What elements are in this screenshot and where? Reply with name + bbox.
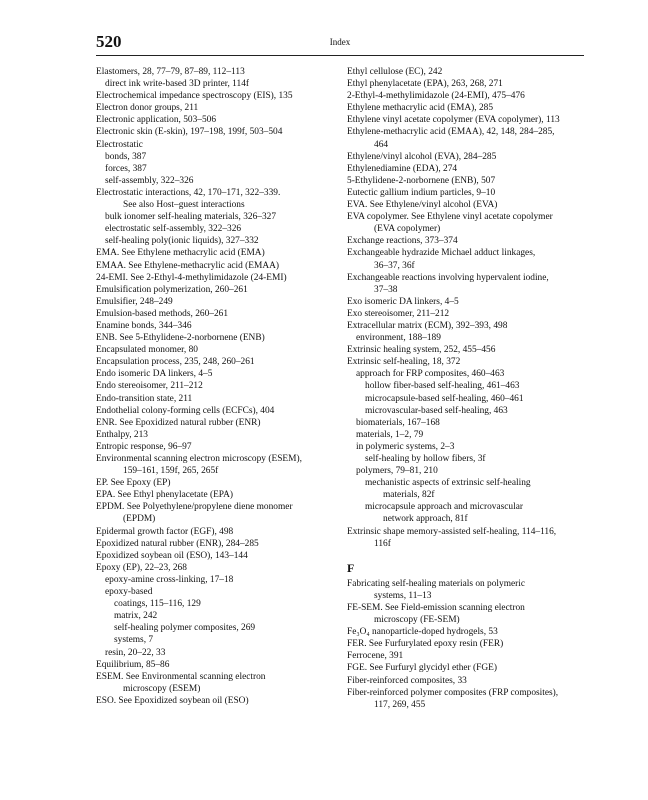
index-entry: Extrinsic self-healing, 18, 372 — [347, 357, 461, 368]
index-subentry: 464 — [374, 139, 389, 150]
index-entry: Fiber-reinforced polymer composites (FRP composites), — [347, 687, 559, 698]
index-entry: Ethyl cellulose (EC), 242 — [347, 67, 443, 77]
index-entry: Electrostatic interactions, 42, 170–171, 322–339. — [96, 187, 281, 198]
index-entry: Ethylenediamine (EDA), 274 — [347, 163, 458, 174]
index-entry: EVA. See Ethylene/vinyl alcohol (EVA) — [347, 200, 498, 211]
index-entry: Extrinsic healing system, 252, 455–456 — [347, 345, 496, 356]
index-entry: Exo stereoisomer, 211–212 — [347, 308, 450, 319]
index-entry: Ethylene-methacrylic acid (EMAA), 42, 148, 284–285, — [347, 127, 555, 138]
index-entry: Fe₃O₄ nanoparticle-doped hydrogels, 53 — [347, 627, 498, 638]
running-title: Index — [329, 37, 351, 47]
index-subentry: forces, 387 — [105, 163, 147, 174]
index-entry: FER. See Furfurylated epoxy resin (FER) — [347, 639, 504, 650]
index-entry: EP. See Epoxy (EP) — [96, 478, 171, 489]
index-entry: Equilibrium, 85–86 — [96, 659, 170, 670]
index-entry: Extrinsic shape memory-assisted self-healing, 114–116, — [347, 526, 557, 537]
index-entry: Exo isomeric DA linkers, 4–5 — [347, 296, 459, 307]
index-entry: Ethylene methacrylic acid (EMA), 285 — [347, 103, 494, 114]
index-entry: Exchangeable hydrazide Michael adduct linkages, — [347, 248, 536, 259]
index-entry: FGE. See Furfuryl glycidyl ether (FGE) — [347, 663, 497, 674]
index-subentry: mechanistic aspects of extrinsic self-healing — [365, 478, 531, 489]
index-entry: Electron donor groups, 211 — [96, 103, 199, 114]
index-subentry: (EVA copolymer) — [374, 224, 441, 235]
index-subentry: self-healing polymer composites, 269 — [114, 623, 256, 634]
index-subentry: epoxy-amine cross-linking, 17–18 — [105, 574, 234, 585]
index-entry: Emulsion-based methods, 260–261 — [96, 308, 229, 319]
index-subentry: resin, 20–22, 33 — [105, 647, 166, 658]
index-subentry: 37–38 — [374, 284, 398, 295]
index-subentry: electrostatic self-assembly, 322–326 — [105, 224, 242, 235]
index-entry: EPDM. See Polyethylene/propylene diene monomer — [96, 502, 293, 513]
index-entry: Epoxidized soybean oil (ESO), 143–144 — [96, 550, 248, 561]
index-entry: Emulsification polymerization, 260–261 — [96, 284, 248, 295]
index-entry: Encapsulation process, 235, 248, 260–261 — [96, 357, 255, 368]
index-subentry: approach for FRP composites, 460–463 — [356, 369, 505, 380]
index-entry: Fiber-reinforced composites, 33 — [347, 675, 467, 686]
page-number: 520 — [96, 32, 122, 51]
index-subentry: 117, 269, 455 — [374, 699, 426, 710]
index-subentry: bulk ionomer self-healing materials, 326–327 — [105, 212, 277, 223]
index-entry: FE-SEM. See Field-emission scanning electron — [347, 602, 525, 613]
index-entry: Electronic application, 503–506 — [96, 115, 217, 126]
index-subentry: 159–161, 159f, 265, 265f — [123, 466, 219, 477]
index-entry: Enamine bonds, 344–346 — [96, 320, 192, 331]
index-entry: Emulsifier, 248–249 — [96, 296, 173, 307]
index-column-left — [96, 66, 328, 707]
index-entry: Epoxy (EP), 22–23, 268 — [96, 562, 187, 573]
index-entry: Epoxidized natural rubber (ENR), 284–285 — [96, 538, 259, 549]
index-subentry: See also Host–guest interactions — [123, 200, 245, 211]
index-entry: 24-EMI. See 2-Ethyl-4-methylimidazole (24-EMI) — [96, 272, 287, 283]
index-entry: 5-Ethylidene-2-norbornene (ENB), 507 — [347, 175, 496, 186]
index-entry: Ethylene vinyl acetate copolymer (EVA copolymer), 113 — [347, 115, 560, 126]
index-subentry: biomaterials, 167–168 — [356, 417, 440, 428]
header-rule — [96, 55, 584, 56]
section-letter: F — [347, 560, 355, 575]
index-entry: Ethylene/vinyl alcohol (EVA), 284–285 — [347, 151, 497, 162]
index-entry: Entropic response, 96–97 — [96, 441, 192, 452]
index-entry: Electrochemical impedance spectroscopy (EIS), 135 — [96, 91, 293, 102]
index-subentry: direct ink write-based 3D printer, 114f — [105, 79, 250, 90]
index-entry: EVA copolymer. See Ethylene vinyl acetate copolymer — [347, 212, 553, 223]
index-entry: Extracellular matrix (ECM), 392–393, 498 — [347, 320, 508, 331]
index-entry: Epidermal growth factor (EGF), 498 — [96, 526, 234, 537]
index-entry: Encapsulated monomer, 80 — [96, 345, 198, 356]
index-subentry: matrix, 242 — [114, 611, 158, 622]
index-subentry: microscopy (ESEM) — [123, 683, 201, 694]
index-entry: Ferrocene, 391 — [347, 651, 404, 662]
index-subentry: epoxy-based — [105, 587, 153, 598]
index-subentry: 116f — [374, 538, 391, 549]
index-subentry: 36–37, 36f — [374, 260, 415, 271]
index-subentry: environment, 188–189 — [356, 333, 441, 344]
index-entry: Exchange reactions, 373–374 — [347, 236, 458, 247]
page-header — [96, 32, 584, 54]
index-entry: Electronic skin (E-skin), 197–198, 199f, 503–504 — [96, 127, 283, 138]
index-subentry: self-healing poly(ionic liquids), 327–332 — [105, 236, 259, 247]
index-entry: Endo-transition state, 211 — [96, 393, 193, 404]
index-subentry: microvascular-based self-healing, 463 — [365, 405, 508, 416]
index-entry: Enthalpy, 213 — [96, 429, 148, 440]
index-entry: Endothelial colony-forming cells (ECFCs), 404 — [96, 405, 275, 416]
index-entry: Environmental scanning electron microscopy (ESEM), — [96, 454, 302, 464]
index-subentry: in polymeric systems, 2–3 — [356, 441, 455, 452]
index-entry: EMA. See Ethylene methacrylic acid (EMA) — [96, 248, 265, 259]
index-entry: Eutectic gallium indium particles, 9–10 — [347, 187, 496, 198]
index-entry: Endo stereoisomer, 211–212 — [96, 381, 203, 392]
index-entry: ENR. See Epoxidized natural rubber (ENR) — [96, 417, 261, 428]
index-subentry: systems, 11–13 — [374, 590, 432, 601]
index-entry: ESEM. See Environmental scanning electron — [96, 671, 266, 682]
index-entry: ESO. See Epoxidized soybean oil (ESO) — [96, 695, 249, 706]
index-entry: ENB. See 5-Ethylidene-2-norbornene (ENB) — [96, 333, 265, 344]
index-entry: 2-Ethyl-4-methylimidazole (24-EMI), 475–476 — [347, 91, 525, 102]
index-subentry: materials, 82f — [383, 490, 435, 501]
index-subentry: network approach, 81f — [383, 514, 468, 525]
index-entry: EMAA. See Ethylene-methacrylic acid (EMAA) — [96, 260, 280, 271]
index-subentry: self-healing by hollow fibers, 3f — [365, 454, 486, 464]
index-subentry: microcapsule-based self-healing, 460–461 — [365, 393, 524, 404]
index-entry: Electrostatic — [96, 139, 143, 150]
index-entry: Exchangeable reactions involving hypervalent iodine, — [347, 272, 549, 283]
index-entry: Endo isomeric DA linkers, 4–5 — [96, 369, 213, 380]
index-subentry: materials, 1–2, 79 — [356, 429, 424, 440]
index-entry: Fabricating self-healing materials on polymeric — [347, 578, 526, 589]
index-subentry: microcapsule approach and microvascular — [365, 502, 524, 513]
index-subentry: coatings, 115–116, 129 — [114, 599, 201, 610]
index-entry: Elastomers, 28, 77–79, 87–89, 112–113 — [96, 67, 245, 77]
index-subentry: systems, 7 — [114, 635, 154, 646]
index-subentry: (EPDM) — [123, 514, 156, 525]
index-column-right — [347, 66, 587, 711]
index-subentry: polymers, 79–81, 210 — [356, 466, 438, 477]
index-entry: EPA. See Ethyl phenylacetate (EPA) — [96, 490, 234, 501]
index-subentry: bonds, 387 — [105, 151, 147, 162]
index-subentry: hollow fiber-based self-healing, 461–463 — [365, 381, 520, 392]
index-entry: Ethyl phenylacetate (EPA), 263, 268, 271 — [347, 79, 503, 90]
index-subentry: self-assembly, 322–326 — [105, 175, 194, 186]
index-subentry: microscopy (FE-SEM) — [374, 615, 460, 626]
